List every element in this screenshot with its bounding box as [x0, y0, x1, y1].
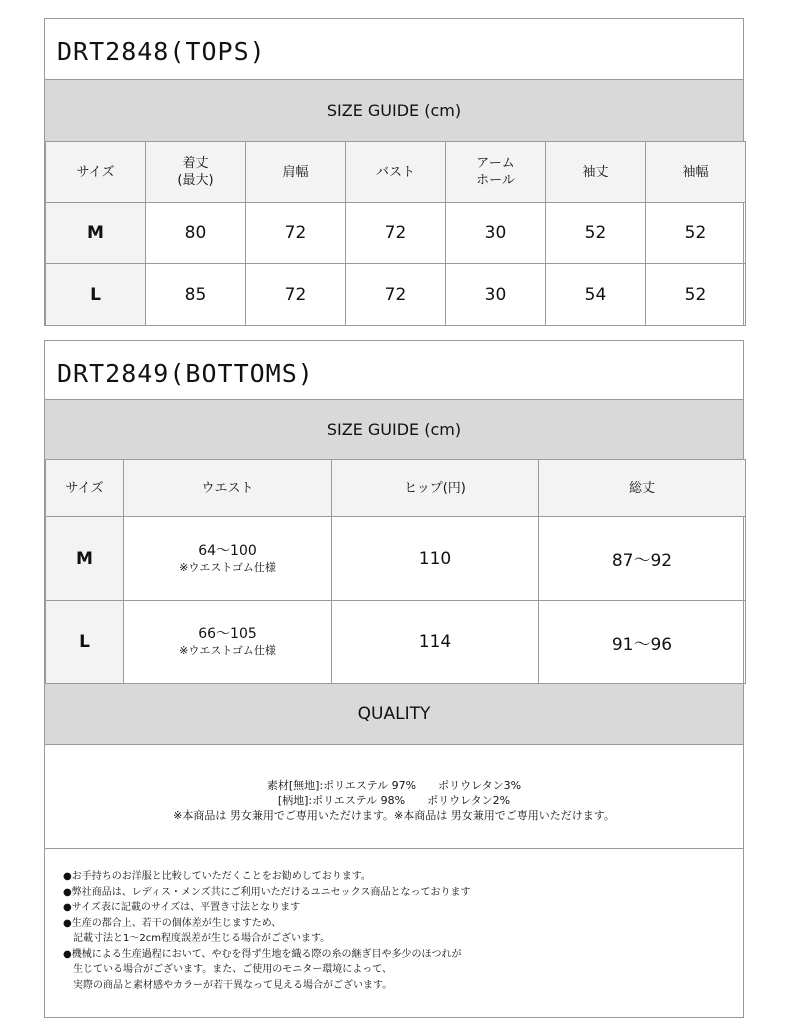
tops-header-armhole: アーム ホール	[446, 142, 546, 203]
tops-header-size: サイズ	[46, 142, 146, 203]
bottoms-length-cell: 87〜92	[539, 517, 746, 601]
note-line: 生じている場合がございます。また、ご使用のモニター環境によって、	[63, 964, 392, 975]
tops-size-guide	[44, 18, 744, 326]
tops-value-cell: 72	[246, 264, 346, 326]
bottoms-header-size: サイズ	[46, 460, 124, 517]
tops-value-cell: 52	[646, 264, 746, 326]
bottoms-size-table	[45, 459, 746, 684]
waist-value: 64〜100	[198, 542, 257, 559]
tops-header-length: 着丈 (最大)	[146, 142, 246, 203]
bottoms-waist-cell	[124, 517, 332, 601]
tops-header-bust: バスト	[346, 142, 446, 203]
tops-header-sleeve-length: 袖丈	[546, 142, 646, 203]
tops-value-cell: 80	[146, 203, 246, 264]
table-row	[46, 203, 746, 264]
bottoms-title: DRT2849(BOTTOMS)	[57, 359, 314, 388]
tops-value-cell: 30	[446, 264, 546, 326]
bottoms-length-cell: 91〜96	[539, 601, 746, 684]
tops-size-cell: L	[46, 264, 146, 326]
note-line: 記載寸法と1〜2cm程度誤差が生じる場合がございます。	[63, 933, 331, 944]
tops-header-sleeve-width: 袖幅	[646, 142, 746, 203]
bottoms-header-hip: ヒップ(円)	[332, 460, 539, 517]
bottoms-size-cell: L	[46, 601, 124, 684]
bottoms-size-cell: M	[46, 517, 124, 601]
note-line: ●弊社商品は、レディス・メンズ共にご利用いただけるユニセックス商品となっております	[63, 886, 471, 898]
bottoms-waist-cell	[124, 601, 332, 684]
bottoms-header-length: 総丈	[539, 460, 746, 517]
tops-value-cell: 54	[546, 264, 646, 326]
bottoms-hip-cell: 110	[332, 517, 539, 601]
tops-value-cell: 52	[546, 203, 646, 264]
tops-size-table	[45, 141, 746, 326]
quality-unisex-note: ※本商品は 男女兼用でご専用いただけます。※本商品は 男女兼用でご専用いただけます。	[173, 809, 615, 822]
tops-value-cell: 52	[646, 203, 746, 264]
bottoms-hip-cell: 114	[332, 601, 539, 684]
quality-section	[45, 744, 743, 848]
waist-note: ※ウエストゴム仕様	[179, 560, 276, 574]
note-line: 実際の商品と素材感やカラーが若干異なって見える場合がございます。	[63, 979, 393, 991]
tops-value-cell: 72	[346, 203, 446, 264]
table-row	[46, 517, 746, 601]
table-row	[46, 601, 746, 684]
tops-title: DRT2848(TOPS)	[57, 37, 266, 66]
bottoms-size-guide-label: SIZE GUIDE (cm)	[45, 399, 743, 459]
bottoms-header-waist: ウエスト	[124, 460, 332, 517]
tops-value-cell: 30	[446, 203, 546, 264]
bottoms-size-guide	[44, 340, 744, 1018]
quality-material-solid: 素材[無地]:ポリエステル 97% ポリウレタン3%	[266, 779, 522, 792]
tops-value-cell: 72	[246, 203, 346, 264]
quality-label: QUALITY	[45, 684, 743, 744]
tops-value-cell: 85	[146, 264, 246, 326]
tops-size-guide-label: SIZE GUIDE (cm)	[45, 79, 743, 141]
note-line: ●お手持ちのお洋服と比較していただくことをお勧めしております。	[63, 871, 371, 882]
notes-section	[45, 848, 743, 999]
tops-header-shoulder: 肩幅	[246, 142, 346, 203]
note-line: ●サイズ表に記載のサイズは、平置き寸法となります	[63, 902, 301, 913]
waist-value: 66〜105	[198, 626, 257, 642]
note-line: ●機械による生産過程において、やむを得ず生地を織る際の糸の継ぎ目や多少のほつれが	[63, 948, 462, 960]
note-line: ●生産の都合上、若干の個体差が生じますため、	[63, 917, 282, 929]
tops-value-cell: 72	[346, 264, 446, 326]
table-row	[46, 264, 746, 326]
waist-note: ※ウエストゴム仕様	[179, 644, 276, 657]
quality-material-pattern: [柄地]:ポリエステル 98% ポリウレタン2%	[277, 794, 511, 807]
tops-size-cell: M	[46, 203, 146, 264]
